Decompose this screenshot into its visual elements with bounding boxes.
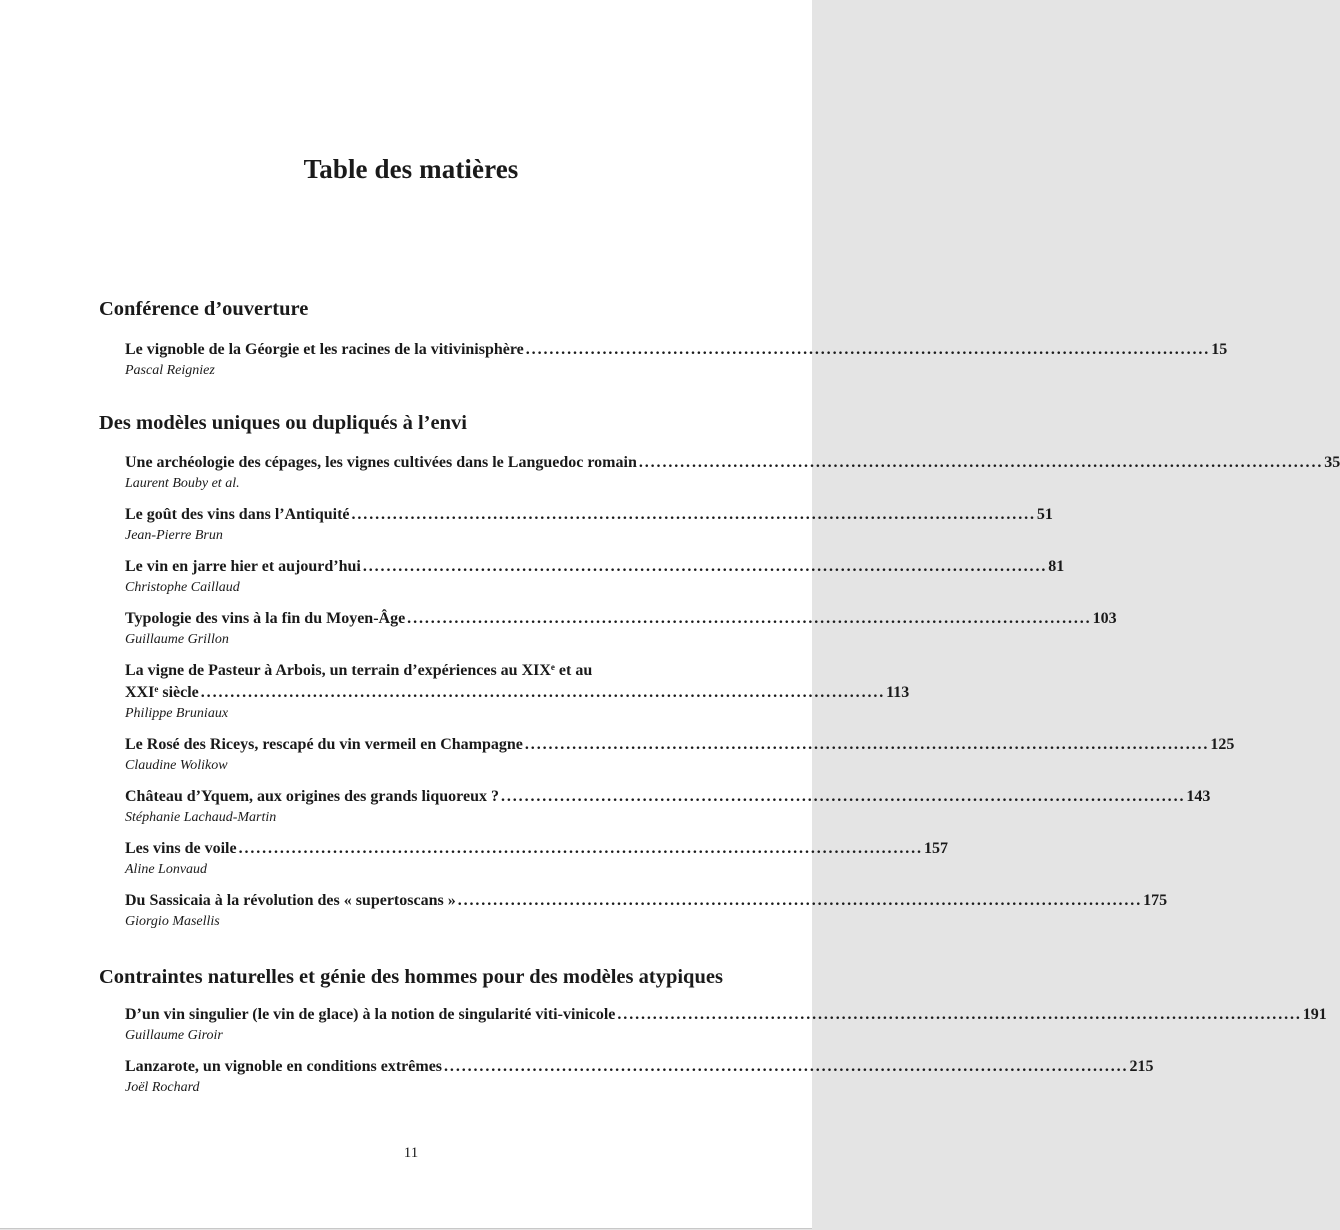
- toc-entry-title-part: La vigne de Pasteur à Arbois, un terrain d’expériences au XIX: [125, 662, 551, 679]
- toc-entry[interactable]: [125, 1056, 1154, 1097]
- toc-entry-title: Le vin en jarre hier et aujourd’hui: [125, 558, 361, 575]
- toc-entry[interactable]: [125, 504, 1053, 545]
- toc-entry-title: Le vignoble de la Géorgie et les racines de la vitivinisphère: [125, 341, 524, 358]
- page-title: Table des matières: [303, 154, 519, 184]
- toc-entry[interactable]: [125, 608, 1117, 649]
- section-heading: Contraintes naturelles et génie des hommes pour des modèles atypiques: [99, 966, 723, 988]
- toc-entry-line: [125, 556, 1065, 578]
- toc-entry-author: Guillaume Giroir: [125, 1028, 223, 1043]
- toc-entry-line: [125, 838, 948, 860]
- toc-entry-author: Giorgio Masellis: [125, 914, 220, 929]
- toc-entry-title: D’un vin singulier (le vin de glace) à la notion de singularité viti-vinicole: [125, 1006, 616, 1023]
- toc-entry-author: Guillaume Grillon: [125, 632, 229, 647]
- toc-entry-line: [125, 682, 910, 704]
- dot-leader: ....................................................................................................................: [524, 736, 1210, 753]
- toc-entry-line: [125, 1056, 1154, 1078]
- toc-entry-title: Une archéologie des cépages, les vignes cultivées dans le Languedoc romain: [125, 454, 637, 471]
- toc-entry[interactable]: [125, 890, 1168, 931]
- dot-leader: ....................................................................................................................: [362, 558, 1048, 575]
- toc-entry-line: [125, 339, 1228, 361]
- toc-entry-author: Laurent Bouby et al.: [125, 476, 240, 491]
- dot-leader: ....................................................................................................................: [500, 788, 1186, 805]
- toc-entry-author: Aline Lonvaud: [125, 862, 208, 877]
- superscript: e: [154, 684, 159, 695]
- toc-entry-title: Lanzarote, un vignoble en conditions extrêmes: [125, 1058, 443, 1075]
- toc-entry-line: [125, 504, 1053, 526]
- dot-leader: ....................................................................................................................: [638, 454, 1324, 471]
- toc-entry-title: Typologie des vins à la fin du Moyen-Âge: [125, 610, 406, 627]
- toc-entry-line: [125, 786, 1211, 808]
- toc-entry-title: Du Sassicaia à la révolution des « supertoscans »: [125, 892, 456, 909]
- toc-entry[interactable]: [125, 339, 1228, 380]
- toc-entry-author: Christophe Caillaud: [125, 580, 240, 595]
- section-heading: Des modèles uniques ou dupliqués à l’envi: [99, 412, 467, 434]
- toc-entry-line: [125, 1004, 1327, 1026]
- toc-entry-title-line1: [125, 660, 713, 682]
- toc-entry-author: Jean-Pierre Brun: [125, 528, 223, 543]
- toc-entry[interactable]: [125, 734, 1235, 775]
- dot-leader: ....................................................................................................................: [238, 840, 923, 857]
- toc-entry-author: Claudine Wolikow: [125, 758, 228, 773]
- toc-entry-page: 143: [1186, 788, 1211, 805]
- toc-entry-title-part: siècle: [158, 684, 199, 701]
- toc-entry-line: [125, 890, 1168, 912]
- toc-entry[interactable]: [125, 660, 910, 723]
- toc-entry-page: 175: [1143, 892, 1168, 909]
- toc-entry-author: Joël Rochard: [125, 1080, 200, 1095]
- toc-entry-page: 103: [1092, 610, 1117, 627]
- toc-entry-line: [125, 608, 1117, 630]
- toc-entry-title: Le Rosé des Riceys, rescapé du vin vermeil en Champagne: [125, 736, 523, 753]
- toc-entry-author: Pascal Reigniez: [125, 363, 215, 378]
- toc-entry-page: 81: [1048, 558, 1065, 575]
- dot-leader: ....................................................................................................................: [617, 1006, 1302, 1023]
- dot-leader: ....................................................................................................................: [525, 341, 1211, 358]
- dot-leader: ....................................................................................................................: [407, 610, 1092, 627]
- dot-leader: ....................................................................................................................: [351, 506, 1036, 523]
- toc-entry-title-part: XXI: [125, 684, 155, 701]
- toc-entry-page: 157: [923, 840, 948, 857]
- toc-entry-author: Stéphanie Lachaud-Martin: [125, 810, 277, 825]
- dot-leader: ....................................................................................................................: [444, 1058, 1129, 1075]
- page-number: 11: [403, 1145, 419, 1161]
- toc-entry-title: Les vins de voile: [125, 840, 237, 857]
- superscript: e: [550, 662, 555, 673]
- toc-entry-title: [125, 682, 199, 704]
- toc-entry-page: 113: [886, 684, 910, 701]
- toc-entry-page: 35: [1324, 454, 1340, 471]
- toc-entry-line: [125, 734, 1235, 756]
- dot-leader: ....................................................................................................................: [200, 684, 886, 701]
- toc-entry-page: 15: [1211, 341, 1228, 358]
- toc-entry[interactable]: [125, 838, 948, 879]
- toc-entry[interactable]: [125, 556, 1065, 597]
- toc-entry-page: 51: [1036, 506, 1053, 523]
- toc-entry-title: Le goût des vins dans l’Antiquité: [125, 506, 350, 523]
- toc-entry[interactable]: [125, 1004, 1327, 1045]
- toc-entry[interactable]: [125, 452, 1340, 493]
- toc-entry[interactable]: [125, 786, 1211, 827]
- dot-leader: ....................................................................................................................: [457, 892, 1143, 909]
- toc-entry-author: Philippe Bruniaux: [125, 706, 229, 721]
- toc-entry-line: [125, 452, 1340, 474]
- toc-entry-title: Château d’Yquem, aux origines des grands liquoreux ?: [125, 788, 499, 805]
- toc-entry-page: 191: [1302, 1006, 1327, 1023]
- toc-entry-title-part: et au: [554, 662, 593, 679]
- toc-entry-page: 125: [1210, 736, 1235, 753]
- section-heading: Conférence d’ouverture: [99, 298, 309, 320]
- toc-entry-page: 215: [1129, 1058, 1154, 1075]
